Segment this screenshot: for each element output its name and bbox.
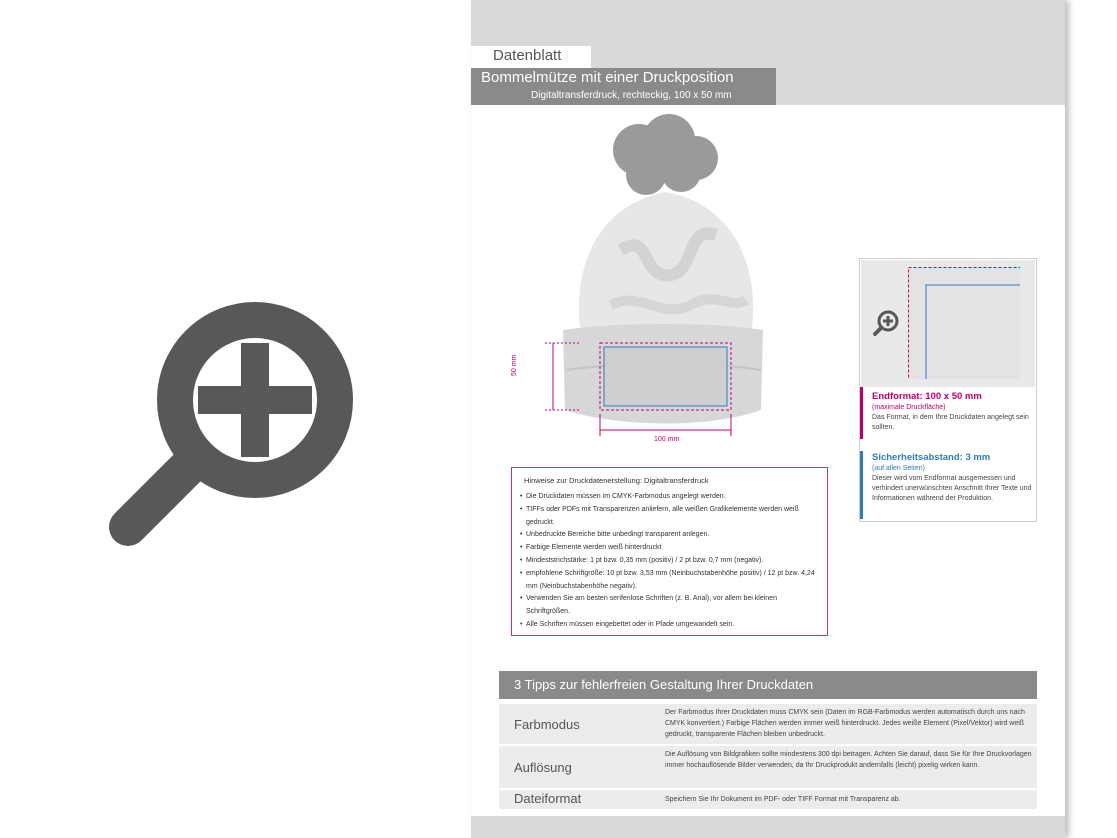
hint-item: • Farbige Elemente werden weiß hinterdruckt: [520, 542, 820, 555]
safety-subtitle: (auf allen Seiten): [872, 465, 925, 472]
tip-label: Dateiformat: [514, 791, 582, 806]
safety-title: Sicherheitsabstand: 3 mm: [872, 452, 991, 463]
beanie-illustration: [521, 110, 801, 455]
hints-title: Hinweise zur Druckdatenerstellung: Digitaltransferdruck: [524, 476, 709, 485]
height-dimension: 50 mm: [511, 354, 518, 376]
tip-description: Die Auflösung von Bildgrafiken sollte mindestens 300 dpi betragen. Achten Sie darauf, dass Sie für Ihre Druckvorlagen immer hochauflösende Bilder verwenden, da Ihr Druckprodukt andernfalls (leicht) pixelig wirken kann.: [665, 751, 1032, 769]
product-title: Bommelmütze mit einer Druckposition: [481, 69, 734, 86]
tips-header: [499, 671, 1037, 699]
zoom-in-icon[interactable]: [872, 309, 902, 339]
tips-title: 3 Tipps zur fehlerfreien Gestaltung Ihrer Druckdaten: [514, 677, 814, 692]
width-dimension: 100 mm: [654, 436, 680, 443]
pompom: [613, 114, 718, 195]
endformat-description: Das Format, in dem Ihre Druckdaten angelegt sein sollten.: [872, 414, 1029, 431]
tip-description: Speichern Sie Ihr Dokument im PDF- oder TIFF Format mit Transparenz ab.: [665, 796, 901, 803]
tip-row-farbmodus: [499, 704, 1037, 744]
hint-item: • empfohlene Schriftgröße: 10 pt bzw. 3,53 mm (Neinbuchstabenhöhe positiv) / 12 pt bzw. 4,24 mm (Neinbuchstabenhöhe negativ).: [520, 568, 820, 594]
safety-description: Dieser wird vom Endformat ausgemessen und verhindert unerwünschten Anschnitt Ihrer Texte und Informationen während der Produktion.: [872, 475, 1032, 502]
format-legend-box: [859, 258, 1037, 522]
endformat-title: Endformat: 100 x 50 mm: [872, 391, 982, 402]
safety-marker: [860, 451, 863, 519]
tip-description: Der Farbmodus Ihrer Druckdaten muss CMYK sein (Daten im RGB-Farbmodus werden automatisch durch uns nach CMYK konvertiert.) Farbige Flächen werden immer weiß hinterdruckt. Jedes weiße Element (Pixel/Vektor) wird weiß gedruckt, transparente Flächen bleiben unbedruckt.: [665, 709, 1025, 738]
hint-item: • Die Druckdaten müssen im CMYK-Farbmodus angelegt werden.: [520, 491, 820, 504]
endformat-marker: [860, 387, 863, 439]
format-frame: [908, 267, 1020, 379]
hint-item: • Mindeststrichstärke: 1 pt bzw. 0,35 mm (positiv) / 2 pt bzw. 0,7 mm (negativ).: [520, 555, 820, 568]
product-subtitle: Digitaltransferdruck, rechteckig, 100 x 50 mm: [531, 90, 732, 101]
hint-item: • Verwenden Sie am besten serifenlose Schriften (z. B. Arial), vor allem bei kleinen Schriftgrößen.: [520, 593, 820, 619]
hint-item: • Alle Schriften müssen eingebettet oder in Pfade umgewandelt sein.: [520, 619, 820, 632]
doc-tag: Datenblatt: [493, 47, 562, 64]
footer-band: [471, 816, 1065, 838]
print-hints-box: [511, 467, 828, 636]
tip-row-aufloesung: [499, 746, 1037, 788]
tip-label: Auflösung: [514, 760, 572, 775]
hint-item: • Unbedruckte Bereiche bitte unbedingt transparent anlegen.: [520, 529, 820, 542]
zoom-in-icon[interactable]: [100, 290, 360, 550]
tip-row-dateiformat: [499, 790, 1037, 809]
endformat-subtitle: (maximale Druckfläche): [872, 404, 946, 411]
tip-label: Farbmodus: [514, 717, 580, 732]
hints-list: [520, 491, 820, 632]
datasheet-page: [471, 0, 1065, 838]
print-area: [604, 347, 727, 406]
hint-item: • TIFFs oder PDFs mit Transparenzen anliefern, alle weißen Grafikelemente werden weiß gedruckt.: [520, 504, 820, 530]
